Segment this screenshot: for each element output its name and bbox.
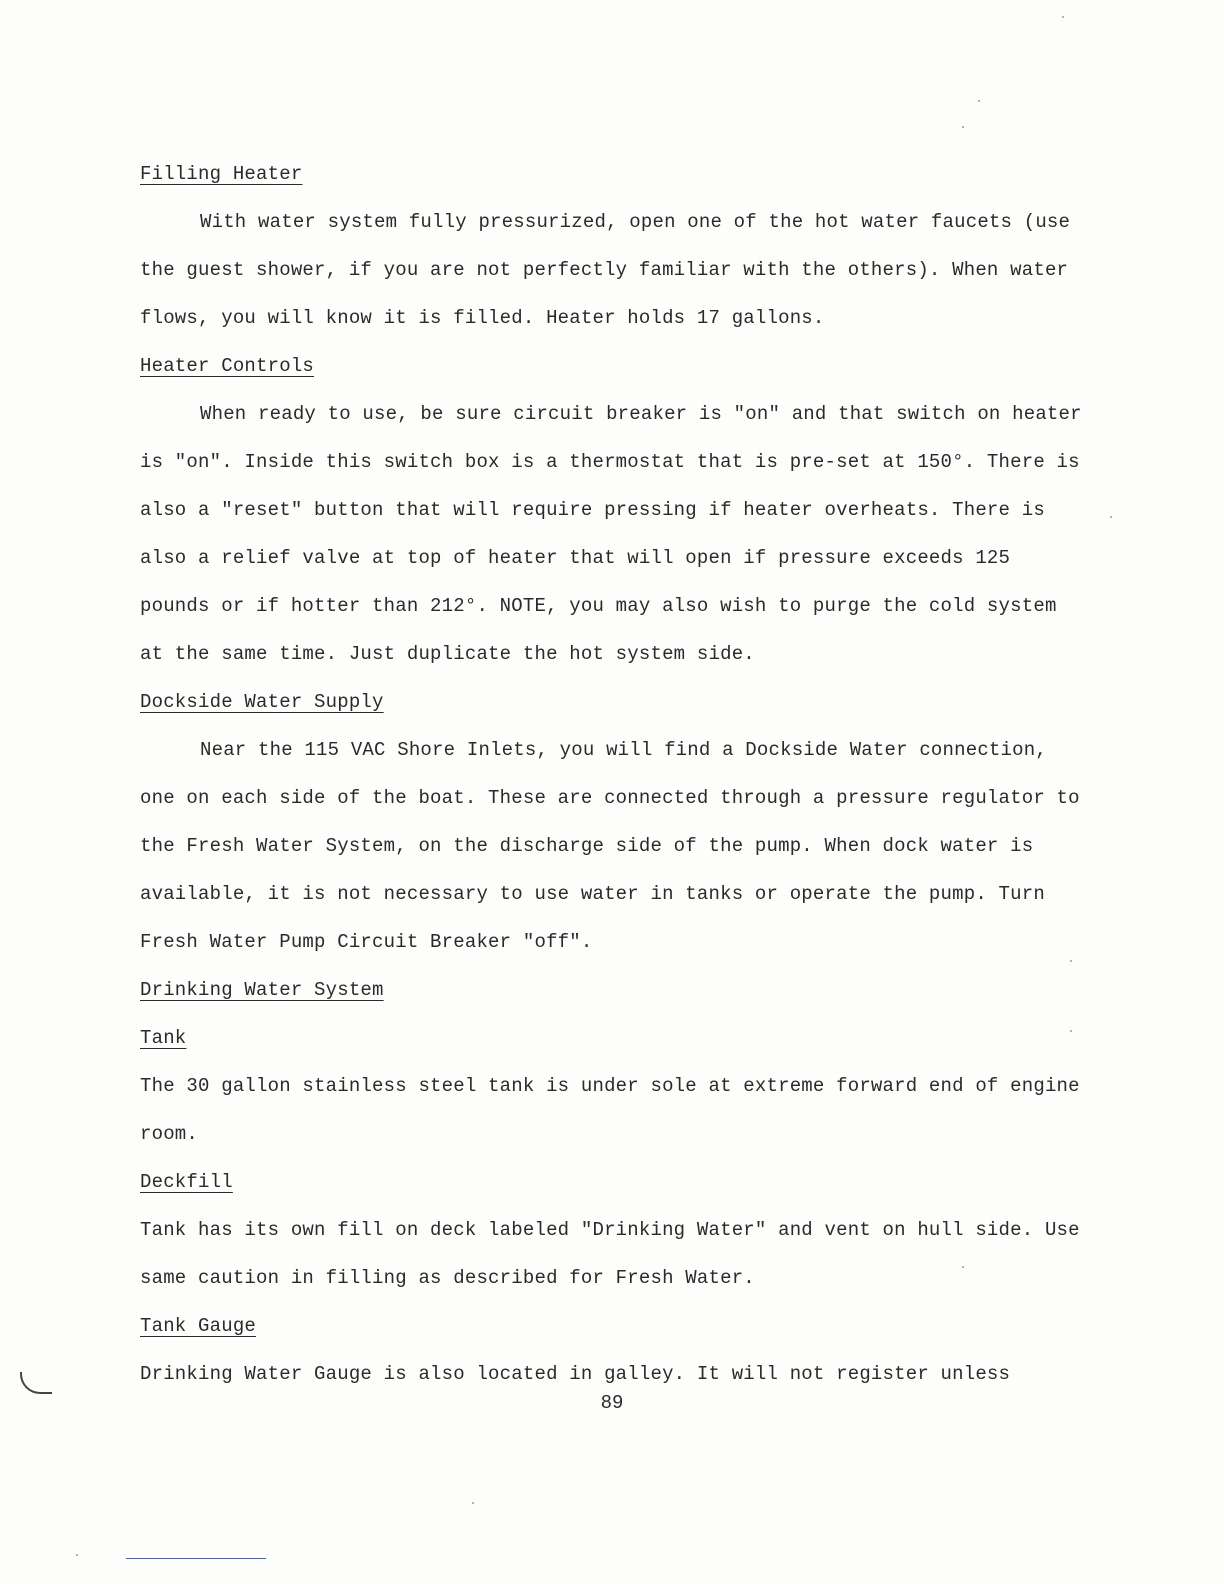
section-tank [140,1014,1090,1158]
section-tank-gauge [140,1302,1090,1398]
scan-speck [1062,16,1064,18]
paragraph-tank-gauge: Drinking Water Gauge is also located in galley. It will not register unless [140,1363,1011,1385]
heading-tank-gauge: Tank Gauge [140,1315,257,1337]
scan-speck [1070,960,1072,962]
scan-speck [962,126,964,128]
section-filling-heater [140,150,1090,342]
scan-speck [962,1266,964,1268]
heading-dockside-water-supply: Dockside Water Supply [140,691,384,713]
paragraph-dockside-water-supply: Near the 115 VAC Shore Inlets, you will find a Dockside Water connection, one on each side of the boat. These are connected through a pressure regulator to the Fresh Water System, on the discharge side of the pump. When dock water is available, it is not necessary to use water in tanks or operate the pump. Turn Fresh Water Pump Circuit Breaker "off". [140,739,1080,953]
scan-speck [1110,516,1112,518]
section-dockside-water-supply [140,678,1090,966]
heading-deckfill: Deckfill [140,1171,233,1193]
paragraph-heater-controls: When ready to use, be sure circuit breaker is "on" and that switch on heater is "on". Inside this switch box is a thermostat that is pre-set at 150°. There is also a "reset" button that will require pressing if heater overheats. There is also a relief valve at top of heater that will open if pressure exceeds 125 pounds or if hotter than 212°. NOTE, you may also wish to purge the cold system at the same time. Just duplicate the hot system side. [140,403,1082,665]
section-deckfill [140,1158,1090,1302]
section-heater-controls [140,342,1090,678]
heading-heater-controls: Heater Controls [140,355,315,377]
heading-tank: Tank [140,1027,187,1049]
heading-filling-heater: Filling Heater [140,163,303,185]
scan-speck [1070,1030,1072,1032]
paragraph-deckfill: Tank has its own fill on deck labeled "Drinking Water" and vent on hull side. Use same caution in filling as described for Fresh Water. [140,1219,1080,1289]
scan-speck [978,100,980,102]
scan-speck [472,1502,474,1504]
heading-drinking-water-system: Drinking Water System [140,979,384,1001]
paragraph-filling-heater: With water system fully pressurized, open one of the hot water faucets (use the guest shower, if you are not perfectly familiar with the others). When water flows, you will know it is filled. Heater holds 17 gallons. [140,211,1071,329]
scan-speck [76,1554,78,1556]
footer-line [126,1558,266,1559]
page-number: 89 [600,1392,624,1414]
scan-artifact-mark [20,1372,52,1394]
section-drinking-water-system [140,966,1090,1014]
page-body [140,150,1090,1398]
paragraph-tank: The 30 gallon stainless steel tank is under sole at extreme forward end of engine room. [140,1075,1080,1145]
